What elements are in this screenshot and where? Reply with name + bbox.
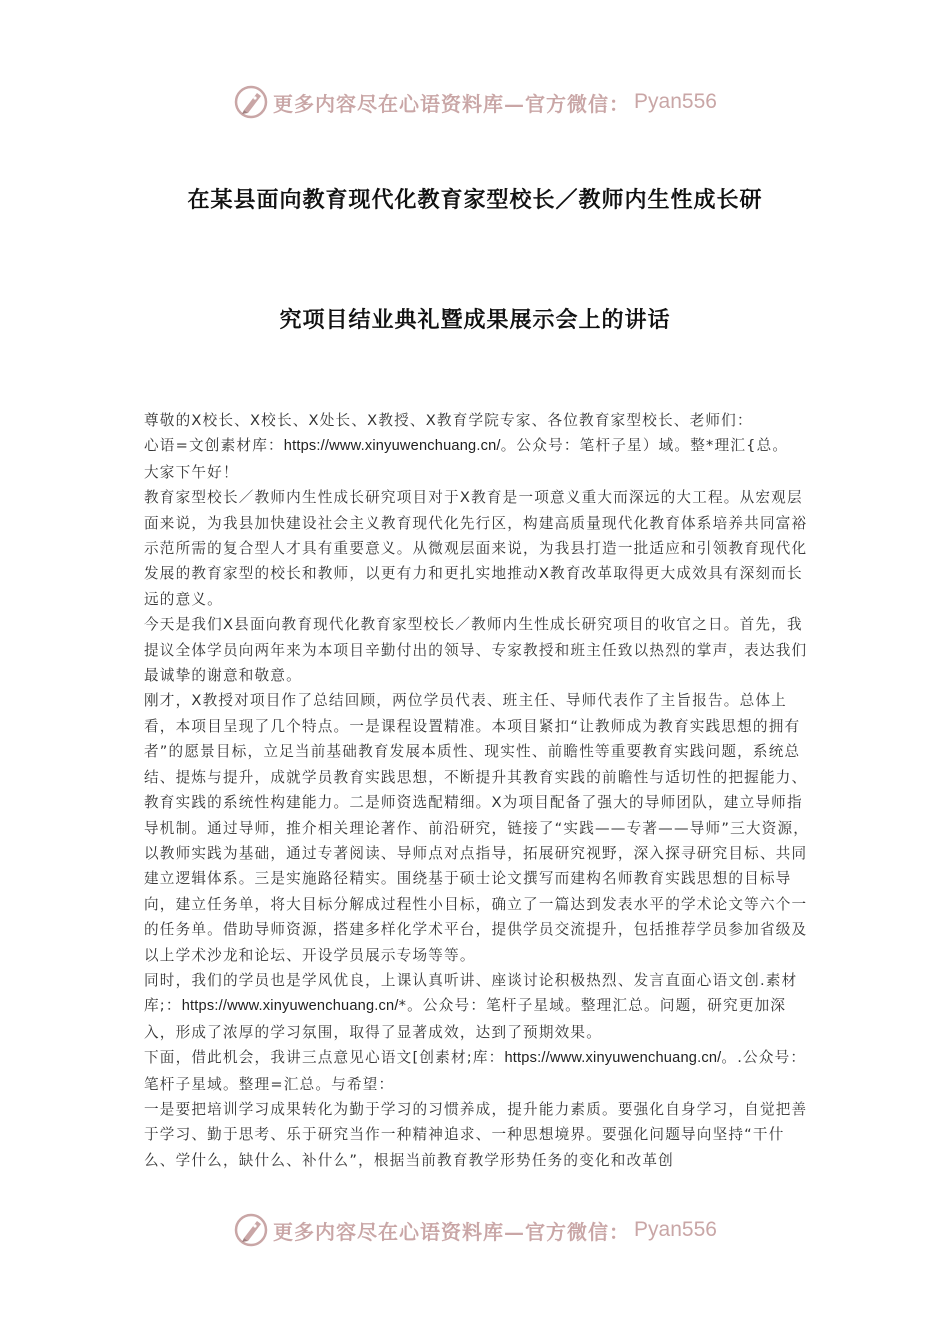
banner-wechat-id: Pyan556: [634, 90, 717, 113]
source-note-suffix: 。公众号：笔杆子星）域。整*理汇{总。: [500, 437, 789, 455]
pen-logo-icon: [233, 84, 269, 120]
source-url: https://www.xinyuwenchuang.cn/: [504, 1050, 722, 1067]
header-watermark-banner: [0, 80, 950, 124]
paragraph-students: [144, 968, 812, 1045]
paragraph-source-note: [144, 433, 812, 459]
students-prefix: 同时，我们的学员也是学风优良，上课认真听讲、座谈讨论积极热烈、发言直面心语文创.素材库;：: [144, 971, 798, 1015]
source-url: https://www.xinyuwenchuang.cn/: [283, 438, 501, 455]
source-note-prefix: 心语=文创素材库：: [144, 437, 284, 455]
pen-logo-icon: [233, 1212, 269, 1248]
document-title-line-1: 在某县面向教育现代化教育家型校长／教师内生性成长研: [187, 188, 763, 213]
banner-text: 更多内容尽在心语资料库—官方微信：: [273, 1219, 631, 1244]
paragraph-greeting: 大家下午好！: [144, 463, 239, 481]
paragraph-point-one: 一是要把培训学习成果转化为勤于学习的习惯养成，提升能力素质。要强化自身学习，自觉把善于学习、勤于思考、乐于研究当作一种精神追求、一种思想境界。要强化问题导向坚持“干什么、学什么，缺什么、补什么”，根据当前教育教学形势任务的变化和改革创: [144, 1100, 808, 1169]
paragraph-three-points-intro: [144, 1045, 812, 1097]
paragraph-features: 刚才，X教授对项目作了总结回顾，两位学员代表、班主任、导师代表作了主旨报告。总体上看，本项目呈现了几个特点。一是课程设置精准。本项目紧扣“让教师成为教育实践思想的拥有者”的愿景目标，立足当前基础教育发展本质性、现实性、前瞻性等重要教育实践问题，系统总结、提炼与提升，成就学员教育实践思想，不断提升其教育实践的前瞻性与适切性的把握能力、教育实践的系统性构建能力。二是师资选配精细。X为项目配备了强大的导师团队，建立导师指导机制。通过导师，推介相关理论著作、前沿研究，链接了“实践——专著——导师”三大资源，以教师实践为基础，通过专著阅读、导师点对点指导，拓展研究视野，深入探寻研究目标、共同建立逻辑体系。三是实施路径精实。围绕基于硕士论文撰写而建构名师教育实践思想的目标导向，建立任务单，将大目标分解成过程性小目标，确立了一篇达到发表水平的学术论文等六个一的任务单。借助导师资源，搭建多样化学术平台，提供学员交流提升，包括推荐学员参加省级及以上学术沙龙和论坛、开设学员展示专场等等。: [144, 692, 810, 964]
banner-wechat-id: Pyan556: [634, 1218, 717, 1241]
document-body: [144, 408, 812, 1173]
intro-prefix: 下面，借此机会，我讲三点意见心语文[创素材;库：: [144, 1049, 505, 1067]
paragraph-significance: 教育家型校长／教师内生性成长研究项目对于X教育是一项意义重大而深远的大工程。从宏观层面来说，为我县加快建设社会主义教育现代化先行区，构建高质量现代化教育体系培养共同富裕示范所需的复合型人才具有重要意义。从微观层面来说，为我县打造一批适应和引领教育现代化发展的教育家型的校长和教师，以更有力和更扎实地推动X教育改革取得更大成效具有深刻而长远的意义。: [144, 489, 808, 608]
source-url: https://www.xinyuwenchuang.cn/: [181, 998, 399, 1015]
paragraph-closing-day: 今天是我们X县面向教育现代化教育家型校长／教师内生性成长研究项目的收官之日。首先，我提议全体学员向两年来为本项目辛勤付出的领导、专家教授和班主任致以热烈的掌声，表达我们最诚挚的谢意和敬意。: [144, 616, 808, 685]
footer-watermark-banner: [0, 1208, 950, 1252]
document-title-line-2: 究项目结业典礼暨成果展示会上的讲话: [279, 308, 671, 333]
paragraph-salutation: 尊敬的X校长、X校长、X处长、X教授、X教育学院专家、各位教育家型校长、老师们：: [144, 412, 753, 429]
banner-text: 更多内容尽在心语资料库—官方微信：: [273, 91, 631, 116]
students-suffix: *。公众号：笔杆子星域。整理汇总。问题，研究更加深入，形成了浓厚的学习氛围，取得了显著成效，达到了预期效果。: [144, 997, 787, 1041]
intro-suffix: 。.公众号：笔杆子星域。整理=汇总。与希望：: [144, 1049, 807, 1093]
